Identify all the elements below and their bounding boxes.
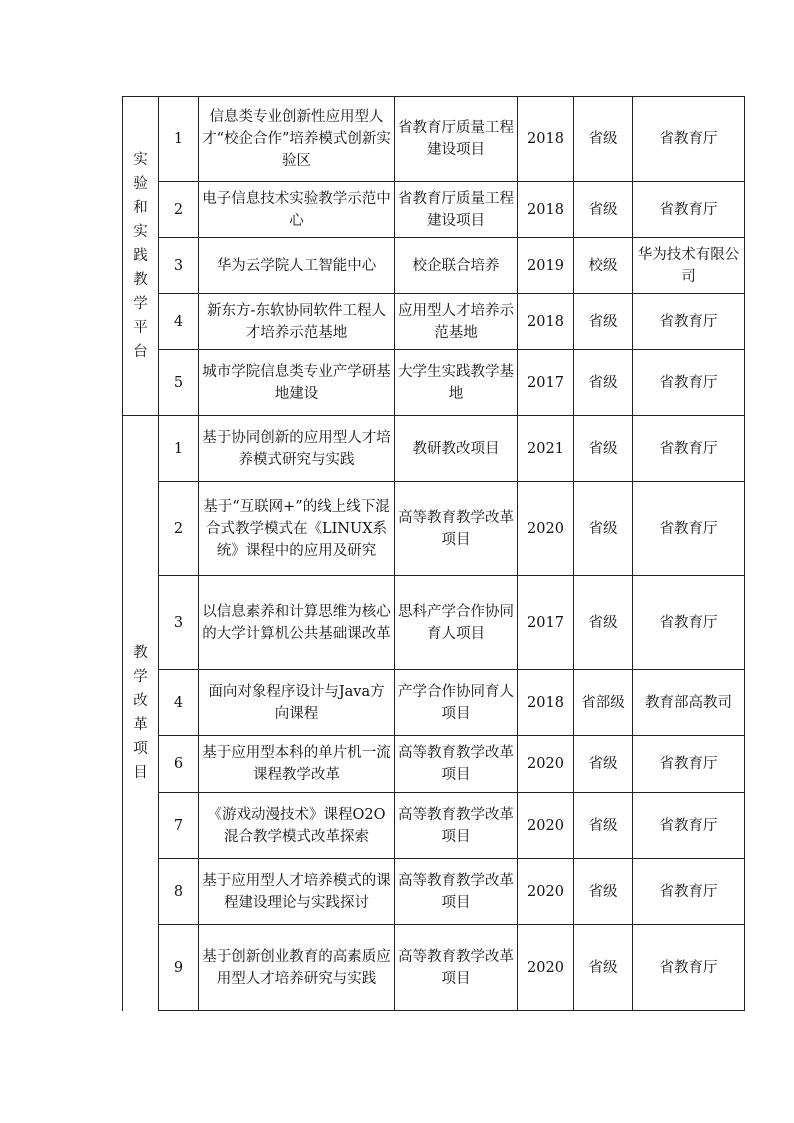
table-row [123,670,745,736]
project-type: 应用型人才培养示范基地 [395,294,518,350]
category-cell [123,97,159,416]
table-row [123,238,745,294]
approving-org: 省教育厅 [633,416,745,482]
project-year: 2019 [518,238,574,294]
project-year: 2018 [518,182,574,238]
table-row [123,416,745,482]
category-char: 平 [133,320,148,336]
project-level: 省部级 [574,670,633,736]
project-level: 省级 [574,925,633,1011]
category-cell [123,416,159,1011]
project-year: 2018 [518,294,574,350]
project-year: 2020 [518,736,574,793]
project-name: 基于应用型本科的单片机一流课程教学改革 [199,736,395,793]
approving-org: 华为技术有限公司 [633,238,745,294]
row-number: 5 [159,350,199,416]
row-number: 2 [159,482,199,576]
table-row [123,859,745,925]
category-char: 学 [133,296,148,312]
project-name: 城市学院信息类专业产学研基地建设 [199,350,395,416]
category-char: 践 [133,248,148,264]
table-row [123,793,745,859]
row-number: 4 [159,294,199,350]
category-char: 改 [133,693,148,710]
project-level: 省级 [574,793,633,859]
project-type: 省教育厅质量工程建设项目 [395,97,518,182]
project-level: 省级 [574,859,633,925]
category-char: 实 [133,224,148,240]
category-char: 和 [133,200,148,216]
project-level: 省级 [574,576,633,670]
project-type: 思科产学合作协同育人项目 [395,576,518,670]
project-level: 省级 [574,736,633,793]
project-name: 基于创新创业教育的高素质应用型人才培养研究与实践 [199,925,395,1011]
category-char: 目 [133,765,148,782]
table-row [123,925,745,1011]
project-type: 校企联合培养 [395,238,518,294]
project-year: 2020 [518,793,574,859]
approving-org: 省教育厅 [633,793,745,859]
project-type: 高等教育教学改革项目 [395,736,518,793]
project-type: 高等教育教学改革项目 [395,482,518,576]
approving-org: 省教育厅 [633,576,745,670]
project-name: 基于应用型人才培养模式的课程建设理论与实践探讨 [199,859,395,925]
category-char: 项 [133,741,148,758]
project-level: 省级 [574,416,633,482]
project-year: 2020 [518,859,574,925]
project-level: 省级 [574,97,633,182]
table-row [123,576,745,670]
project-name: 信息类专业创新性应用型人才“校企合作”培养模式创新实验区 [199,97,395,182]
project-type: 高等教育教学改革项目 [395,793,518,859]
project-name: 华为云学院人工智能中心 [199,238,395,294]
project-name: 基于“互联网+”的线上线下混合式教学模式在《LINUX系统》课程中的应用及研究 [199,482,395,576]
project-year: 2017 [518,350,574,416]
project-type: 省教育厅质量工程建设项目 [395,182,518,238]
projects-table [122,96,745,1011]
approving-org: 省教育厅 [633,350,745,416]
row-number: 3 [159,576,199,670]
approving-org: 省教育厅 [633,925,745,1011]
approving-org: 省教育厅 [633,482,745,576]
category-char: 验 [133,176,148,192]
project-name: 电子信息技术实验教学示范中心 [199,182,395,238]
project-type: 产学合作协同育人项目 [395,670,518,736]
approving-org: 省教育厅 [633,97,745,182]
category-char: 学 [133,669,148,686]
project-level: 校级 [574,238,633,294]
table-row [123,182,745,238]
approving-org: 省教育厅 [633,736,745,793]
project-year: 2017 [518,576,574,670]
category-char: 教 [133,272,148,288]
table-row [123,482,745,576]
project-name: 以信息素养和计算思维为核心的大学计算机公共基础课改革 [199,576,395,670]
project-name: 面向对象程序设计与Java方向课程 [199,670,395,736]
category-char: 教 [133,645,148,662]
table-row [123,294,745,350]
row-number: 6 [159,736,199,793]
table-row [123,97,745,182]
project-year: 2018 [518,97,574,182]
project-year: 2021 [518,416,574,482]
project-type: 高等教育教学改革项目 [395,859,518,925]
project-type: 大学生实践教学基地 [395,350,518,416]
category-char: 实 [133,152,148,168]
approving-org: 省教育厅 [633,859,745,925]
project-year: 2020 [518,925,574,1011]
row-number: 8 [159,859,199,925]
table-row [123,350,745,416]
project-level: 省级 [574,182,633,238]
project-type: 高等教育教学改革项目 [395,925,518,1011]
row-number: 2 [159,182,199,238]
approving-org: 教育部高教司 [633,670,745,736]
row-number: 3 [159,238,199,294]
approving-org: 省教育厅 [633,294,745,350]
project-name: 基于协同创新的应用型人才培养模式研究与实践 [199,416,395,482]
project-level: 省级 [574,294,633,350]
category-char: 台 [133,344,148,360]
project-level: 省级 [574,350,633,416]
project-name: 新东方-东软协同软件工程人才培养示范基地 [199,294,395,350]
table-row [123,736,745,793]
project-level: 省级 [574,482,633,576]
project-type: 教研教改项目 [395,416,518,482]
project-year: 2018 [518,670,574,736]
row-number: 7 [159,793,199,859]
project-year: 2020 [518,482,574,576]
approving-org: 省教育厅 [633,182,745,238]
row-number: 4 [159,670,199,736]
row-number: 1 [159,97,199,182]
row-number: 9 [159,925,199,1011]
row-number: 1 [159,416,199,482]
category-char: 革 [133,717,148,734]
project-name: 《游戏动漫技术》课程O2O混合教学模式改革探索 [199,793,395,859]
